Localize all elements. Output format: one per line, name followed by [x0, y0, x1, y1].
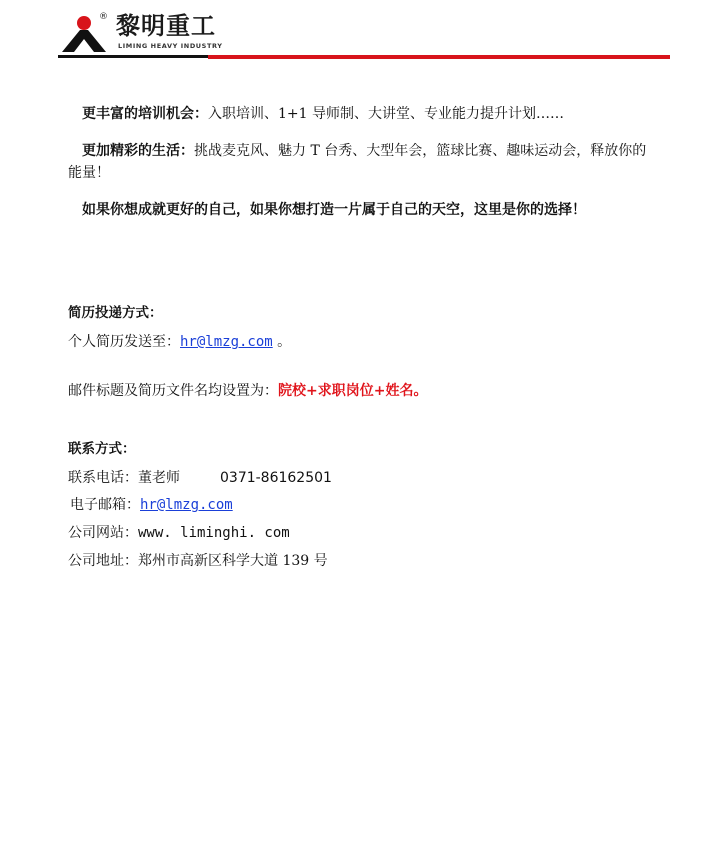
contact-section-title: 联系方式： [68, 441, 136, 457]
company-name-en: LIMING HEAVY INDUSTRY [118, 42, 223, 50]
contact-email-link[interactable]: hr@lmzg.com [140, 497, 233, 513]
company-name-cn: 黎明重工 [116, 12, 216, 40]
life-paragraph [68, 140, 660, 184]
contact-site-label: 公司网站： [68, 525, 138, 541]
resume-subject-line [68, 380, 660, 402]
contact-phone-number: 0371-86162501 [220, 470, 332, 486]
contact-address-line [68, 550, 660, 572]
resume-send-prefix: 个人简历发送至： [68, 334, 180, 350]
resume-send-suffix: 。 [272, 334, 292, 350]
contact-site-line [68, 522, 660, 544]
contact-address-text: 郑州市高新区科学大道 139 号 [138, 553, 328, 569]
resume-section-title: 简历投递方式： [68, 305, 163, 321]
registered-mark: ® [99, 12, 108, 22]
resume-send-line [68, 331, 660, 353]
header-rule-black [58, 55, 208, 58]
contact-email-line [70, 494, 662, 516]
resume-email-link[interactable]: hr@lmzg.com [180, 334, 273, 350]
training-paragraph [68, 103, 660, 125]
life-label: 更加精彩的生活： [82, 143, 194, 159]
training-label: 更丰富的培训机会： [82, 106, 208, 122]
contact-site-url[interactable]: www. liminghi. com [138, 525, 290, 541]
slogan-paragraph: 如果你想成就更好的自己，如果你想打造一片属于自己的天空，这里是你的选择！ [82, 202, 586, 218]
contact-phone-line [68, 467, 660, 489]
contact-address-label: 公司地址： [68, 553, 138, 569]
page-header [58, 10, 670, 62]
contact-email-label: 电子邮箱： [70, 497, 140, 513]
training-text: 入职培训、1+1 导师制、大讲堂、专业能力提升计划…… [208, 106, 564, 122]
contact-phone-label: 联系电话：董老师 [68, 470, 180, 486]
resume-subject-prefix: 邮件标题及简历文件名均设置为： [68, 383, 278, 399]
header-rule-red [208, 55, 670, 59]
life-text: 挑战麦克风、魅力 T 台秀、大型年会，篮球比赛、趣味运动会，释放你的能量！ [68, 143, 647, 181]
resume-subject-format: 院校+求职岗位+姓名。 [278, 383, 428, 399]
